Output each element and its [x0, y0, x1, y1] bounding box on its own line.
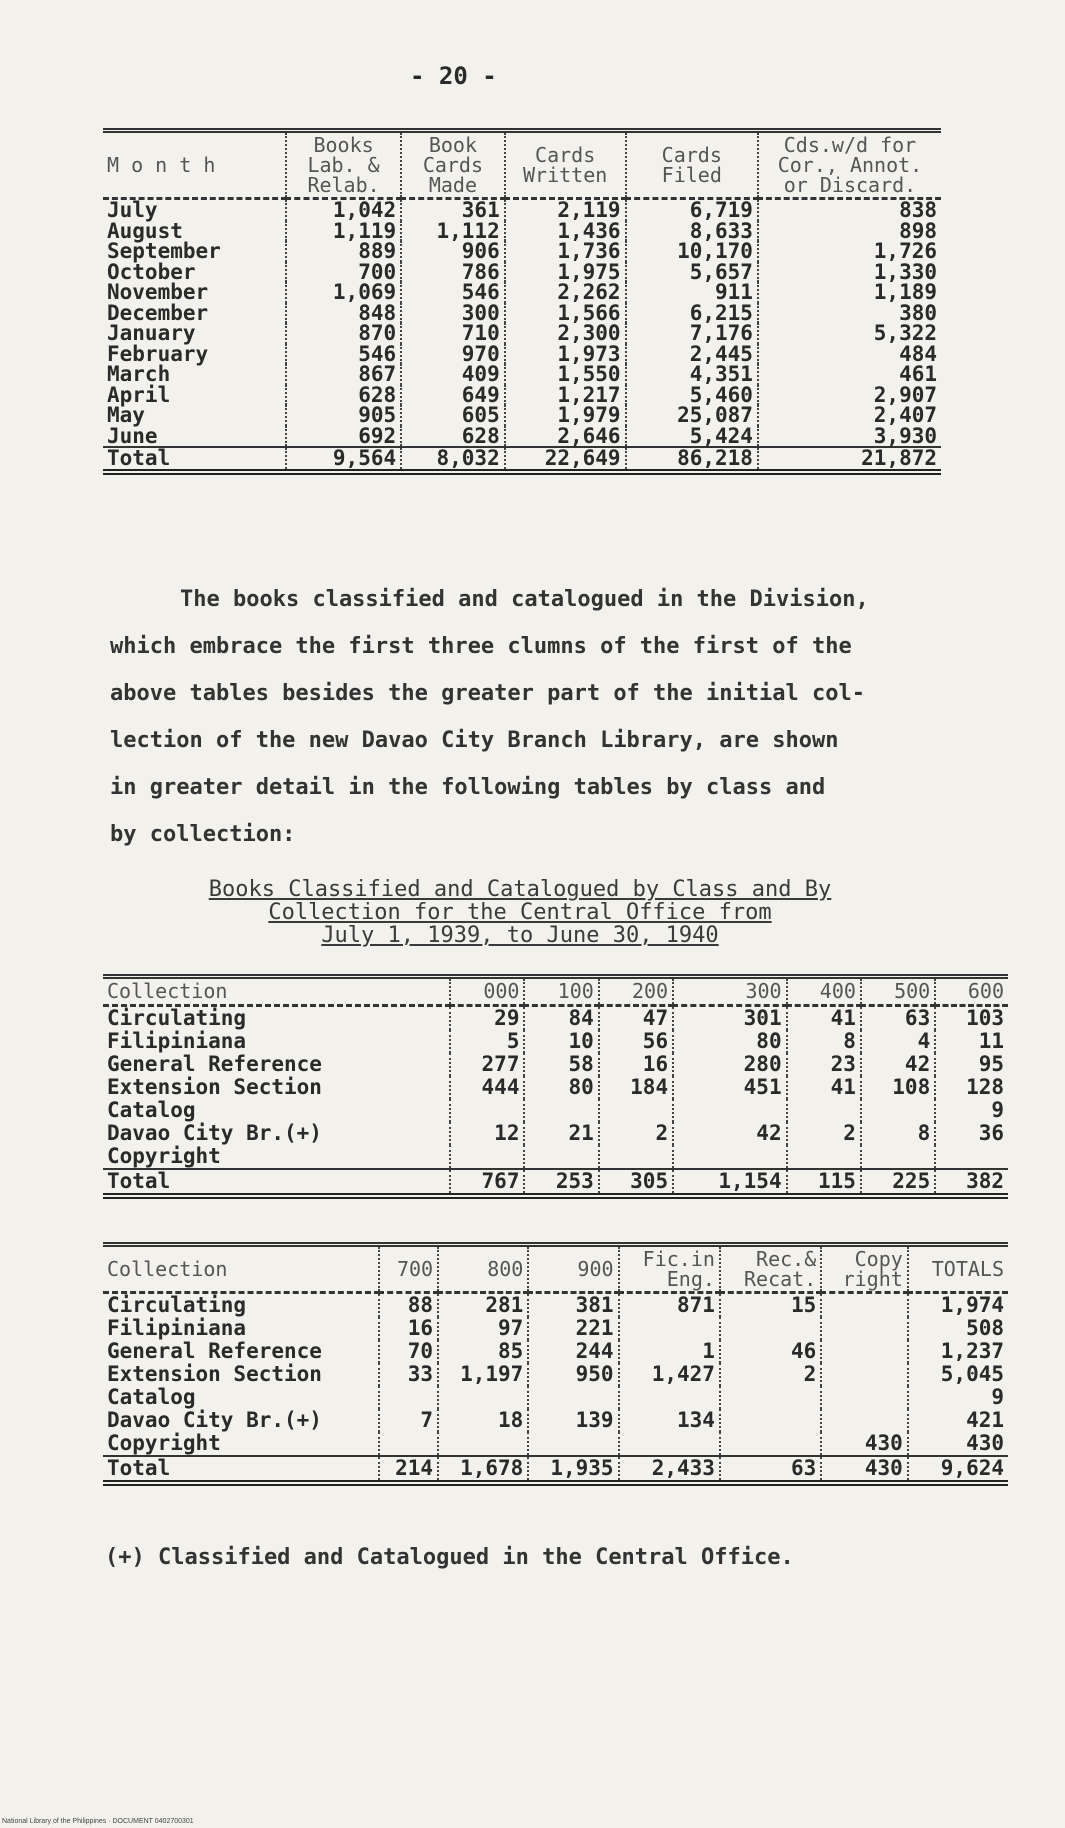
table-cell: 5,460 — [626, 385, 758, 406]
table-cell: 1,975 — [505, 262, 626, 283]
column-header: 300 — [673, 977, 787, 1006]
header-month: M o n t h — [103, 131, 286, 199]
table-cell: 97 — [438, 1317, 528, 1340]
paragraph-line: above tables besides the greater part of the initial col- — [110, 681, 865, 706]
table-cell: 2 — [720, 1363, 821, 1386]
table-cell — [720, 1432, 821, 1456]
table-cell: 5,045 — [940, 1362, 1004, 1386]
table-row — [103, 241, 941, 262]
row-label: Davao City Br.(+) — [103, 1122, 450, 1145]
table-cell: 1,330 — [873, 259, 937, 284]
row-label: June — [103, 426, 286, 448]
table-cell: 7 — [379, 1409, 438, 1432]
table-row — [103, 1340, 1008, 1363]
row-label: November — [103, 282, 286, 303]
table-cell: 9,624 — [908, 1456, 1008, 1483]
table-cell — [619, 1432, 720, 1456]
table-cell: 710 — [401, 323, 505, 344]
table-title — [110, 878, 930, 947]
column-header: 600 — [967, 979, 1004, 1003]
table-cell — [379, 1386, 438, 1409]
table-cell: 63 — [861, 1006, 935, 1031]
column-header: Collection — [103, 977, 450, 1006]
table-cell: 5 — [450, 1030, 524, 1053]
table-cell: 80 — [673, 1030, 787, 1053]
table-title-line: Books Classified and Catalogued by Class and By — [208, 877, 832, 902]
table-row — [103, 426, 941, 448]
header-line: 700 — [396, 1257, 434, 1281]
table-cell: 1,237 — [940, 1339, 1004, 1363]
table-cell: 2,907 — [873, 382, 937, 407]
table-cell: 605 — [401, 405, 505, 426]
table-cell: 1,154 — [673, 1169, 787, 1196]
table-cell: 9,564 — [286, 447, 401, 472]
header-line: Fic.in — [642, 1247, 715, 1271]
header-cards-withdrawn: Cds.w/d for Cor., Annot. or Discard. — [777, 133, 923, 197]
table-cell: 95 — [978, 1052, 1004, 1076]
table-row — [103, 1145, 1008, 1169]
row-label: May — [103, 405, 286, 426]
table-cell — [673, 1145, 787, 1169]
class-table-2 — [103, 1242, 1008, 1486]
header-books-lab-relab: Books Lab. & Relab. — [286, 131, 401, 199]
row-label: Total — [103, 447, 286, 472]
table-row — [103, 282, 941, 303]
table-row — [103, 323, 941, 344]
table-cell: 108 — [861, 1076, 935, 1099]
table-cell — [935, 1145, 1008, 1169]
table-cell: 382 — [935, 1169, 1008, 1196]
table-cell — [438, 1432, 528, 1456]
table-cell: 16 — [599, 1053, 673, 1076]
header-book-cards-made: Book Cards Made — [401, 131, 505, 199]
header-line: right — [842, 1267, 903, 1291]
column-header — [103, 1245, 379, 1293]
header-line: Eng. — [666, 1267, 715, 1291]
table-row — [103, 1122, 1008, 1145]
row-label: Catalog — [103, 1386, 379, 1409]
table-cell: 58 — [524, 1053, 598, 1076]
table-cell: 2,300 — [505, 323, 626, 344]
table-cell: 430 — [966, 1431, 1004, 1455]
table-cell: 2 — [787, 1122, 861, 1145]
table-cell: 12 — [450, 1122, 524, 1145]
header-line: 800 — [487, 1257, 524, 1281]
table-row — [103, 1006, 1008, 1031]
table-cell: 508 — [966, 1316, 1004, 1340]
table-cell: 23 — [787, 1053, 861, 1076]
row-label: Copyright — [103, 1432, 379, 1456]
table-cell — [720, 1409, 821, 1432]
table-cell: 1,197 — [438, 1363, 528, 1386]
table-cell — [821, 1409, 908, 1432]
table-cell: 1,550 — [505, 364, 626, 385]
table-cell — [720, 1386, 821, 1409]
table-cell: 871 — [619, 1293, 720, 1318]
table-cell: 1,427 — [619, 1363, 720, 1386]
table-cell: 63 — [720, 1456, 821, 1483]
header-line: Recat. — [744, 1267, 817, 1291]
table-cell: 1,935 — [528, 1456, 618, 1483]
header-line: 900 — [577, 1257, 614, 1281]
body-paragraph — [110, 576, 990, 858]
paragraph-line: which embrace the first three clumns of the first of the — [110, 634, 852, 659]
table-cell: 305 — [599, 1169, 673, 1196]
table-cell: 21,872 — [758, 447, 941, 472]
table-cell: 1,119 — [286, 221, 401, 242]
table-cell: 4 — [861, 1030, 935, 1053]
table-row — [103, 221, 941, 242]
table-cell: 11 — [978, 1029, 1004, 1053]
table-cell: 301 — [673, 1006, 787, 1031]
row-label: January — [103, 323, 286, 344]
table-row — [103, 1363, 1008, 1386]
table-row — [103, 1099, 1008, 1122]
column-header — [720, 1245, 821, 1293]
table-cell — [524, 1145, 598, 1169]
table-cell: 36 — [978, 1121, 1004, 1145]
row-label: July — [103, 199, 286, 221]
table-cell: 253 — [524, 1169, 598, 1196]
table-cell: 1,973 — [505, 344, 626, 365]
table-cell: 225 — [861, 1169, 935, 1196]
table-cell: 898 — [899, 218, 937, 243]
table-cell: 889 — [286, 241, 401, 262]
row-label: August — [103, 221, 286, 242]
table-cell: 1,112 — [401, 221, 505, 242]
table-cell: 4,351 — [626, 364, 758, 385]
table-cell: 1,436 — [505, 221, 626, 242]
table-cell: 1,566 — [505, 303, 626, 324]
footnote: (+) Classified and Catalogued in the Central Office. — [105, 1545, 794, 1570]
row-label: Filipiniana — [103, 1317, 379, 1340]
table-cell: 184 — [599, 1076, 673, 1099]
table-cell: 848 — [286, 303, 401, 324]
monthly-table — [103, 128, 941, 475]
table-cell: 85 — [438, 1340, 528, 1363]
paragraph-line: The books classified and catalogued in the Division, — [180, 587, 869, 612]
table-cell: 649 — [401, 385, 505, 406]
table-cell: 2,646 — [505, 426, 626, 448]
table-cell: 2,262 — [505, 282, 626, 303]
column-header: 400 — [787, 977, 861, 1006]
table-cell: 281 — [438, 1293, 528, 1318]
table-row — [103, 1076, 1008, 1099]
row-label: Catalog — [103, 1099, 450, 1122]
table-cell: 10 — [524, 1030, 598, 1053]
table-cell: 546 — [286, 344, 401, 365]
table-cell: 33 — [379, 1363, 438, 1386]
table-cell: 8,032 — [401, 447, 505, 472]
table-cell: 25,087 — [626, 405, 758, 426]
table-row — [103, 1317, 1008, 1340]
table-cell: 46 — [720, 1340, 821, 1363]
monthly-table-header — [103, 131, 941, 199]
row-label: Extension Section — [103, 1363, 379, 1386]
table-cell: 47 — [599, 1006, 673, 1031]
row-label: Total — [103, 1456, 379, 1483]
table-cell — [599, 1145, 673, 1169]
table-cell: 6,719 — [626, 199, 758, 221]
column-header: 000 — [450, 977, 524, 1006]
table-row — [103, 385, 941, 406]
table-cell: 870 — [286, 323, 401, 344]
table-cell: 9 — [991, 1385, 1004, 1409]
table-row — [103, 303, 941, 324]
row-label: Circulating — [103, 1293, 379, 1318]
table-cell — [821, 1363, 908, 1386]
row-label: Total — [103, 1169, 450, 1196]
table-row — [103, 262, 941, 283]
table-cell — [861, 1145, 935, 1169]
table-cell — [673, 1099, 787, 1122]
table-cell: 103 — [966, 1006, 1004, 1030]
table-row — [103, 199, 941, 221]
table-cell: 1,042 — [286, 199, 401, 221]
table-cell: 461 — [899, 362, 937, 386]
row-label: General Reference — [103, 1340, 379, 1363]
table-cell: 5,657 — [626, 262, 758, 283]
table-cell: 15 — [720, 1293, 821, 1318]
table-cell: 950 — [528, 1363, 618, 1386]
table-cell: 214 — [379, 1456, 438, 1483]
table-cell — [450, 1145, 524, 1169]
table-cell: 21 — [524, 1122, 598, 1145]
table-cell — [528, 1432, 618, 1456]
table-cell: 484 — [899, 341, 937, 366]
table-cell: 8 — [787, 1030, 861, 1053]
table-cell: 692 — [286, 426, 401, 448]
table-cell — [821, 1386, 908, 1409]
table-cell: 277 — [450, 1053, 524, 1076]
table-cell: 430 — [821, 1432, 908, 1456]
table-cell: 905 — [286, 405, 401, 426]
column-header — [619, 1245, 720, 1293]
header-cards-written: Cards Written — [505, 131, 626, 199]
table-cell: 56 — [599, 1030, 673, 1053]
table-cell: 10,170 — [626, 241, 758, 262]
table-cell: 786 — [401, 262, 505, 283]
table-cell: 361 — [401, 199, 505, 221]
row-label: March — [103, 364, 286, 385]
table-cell: 1,069 — [286, 282, 401, 303]
table-cell: 244 — [528, 1340, 618, 1363]
total-row — [103, 1169, 1008, 1196]
table-row — [103, 1030, 1008, 1053]
table-cell: 134 — [619, 1409, 720, 1432]
row-label: Filipiniana — [103, 1030, 450, 1053]
page-number: - 20 - — [410, 62, 497, 90]
table-title-line: July 1, 1939, to June 30, 1940 — [321, 923, 719, 948]
table-cell: 546 — [401, 282, 505, 303]
table-cell: 906 — [401, 241, 505, 262]
column-header — [379, 1245, 438, 1293]
table-cell: 86,218 — [626, 447, 758, 472]
table-cell: 41 — [787, 1076, 861, 1099]
row-label: February — [103, 344, 286, 365]
column-header: 500 — [861, 977, 935, 1006]
row-label: September — [103, 241, 286, 262]
table-cell: 84 — [524, 1006, 598, 1031]
table-cell: 300 — [401, 303, 505, 324]
table-cell: 115 — [787, 1169, 861, 1196]
column-header — [528, 1245, 618, 1293]
table-row — [103, 1386, 1008, 1409]
table-cell: 700 — [286, 262, 401, 283]
table-cell — [861, 1099, 935, 1122]
table-cell — [720, 1317, 821, 1340]
table-cell — [450, 1099, 524, 1122]
table-cell: 867 — [286, 364, 401, 385]
table-cell: 70 — [379, 1340, 438, 1363]
table-cell: 838 — [899, 198, 937, 222]
row-label: October — [103, 262, 286, 283]
paragraph-line: by collection: — [110, 822, 296, 847]
table-cell: 628 — [286, 385, 401, 406]
table-cell: 80 — [524, 1076, 598, 1099]
table-cell: 2 — [599, 1122, 673, 1145]
table-cell: 1,217 — [505, 385, 626, 406]
row-label: Davao City Br.(+) — [103, 1409, 379, 1432]
table-cell: 2,433 — [619, 1456, 720, 1483]
table-cell — [619, 1317, 720, 1340]
row-label: General Reference — [103, 1053, 450, 1076]
table-cell: 88 — [379, 1293, 438, 1318]
table-cell: 128 — [966, 1075, 1004, 1099]
table-cell: 29 — [450, 1006, 524, 1031]
table-cell: 8,633 — [626, 221, 758, 242]
table-row — [103, 1053, 1008, 1076]
total-row — [103, 447, 941, 472]
table-cell — [528, 1386, 618, 1409]
column-header — [438, 1245, 528, 1293]
table-cell — [619, 1386, 720, 1409]
table-cell: 8 — [861, 1122, 935, 1145]
table-cell: 381 — [528, 1293, 618, 1318]
paragraph-line: in greater detail in the following tables by class and — [110, 775, 826, 800]
table-cell: 41 — [787, 1006, 861, 1031]
table-cell: 5,322 — [873, 321, 937, 345]
table-cell — [787, 1145, 861, 1169]
table-cell: 2,445 — [626, 344, 758, 365]
table-cell: 1,979 — [505, 405, 626, 426]
table-cell: 16 — [379, 1317, 438, 1340]
table-cell: 139 — [528, 1409, 618, 1432]
table-cell: 380 — [899, 300, 937, 325]
paragraph-line: lection of the new Davao City Branch Library, are shown — [110, 728, 839, 753]
table-cell — [821, 1293, 908, 1318]
row-label: Circulating — [103, 1006, 450, 1031]
table-cell: 409 — [401, 364, 505, 385]
table-cell: 3,930 — [873, 423, 937, 448]
table-cell: 430 — [821, 1456, 908, 1483]
table-row — [103, 364, 941, 385]
table-row — [103, 1432, 1008, 1456]
table-cell: 6,215 — [626, 303, 758, 324]
table-cell — [524, 1099, 598, 1122]
table-cell: 628 — [401, 426, 505, 448]
row-label: December — [103, 303, 286, 324]
table-cell: 1 — [619, 1340, 720, 1363]
table-cell: 1,736 — [505, 241, 626, 262]
table-cell: 42 — [861, 1053, 935, 1076]
table-title-line: Collection for the Central Office from — [268, 900, 772, 925]
table-cell: 280 — [673, 1053, 787, 1076]
table-cell: 42 — [673, 1122, 787, 1145]
row-label: Copyright — [103, 1145, 450, 1169]
table-cell: 911 — [626, 282, 758, 303]
table-cell: 1,974 — [940, 1293, 1004, 1317]
table-cell: 1,726 — [873, 239, 937, 263]
table-cell: 18 — [438, 1409, 528, 1432]
table-cell: 1,678 — [438, 1456, 528, 1483]
column-header — [821, 1245, 908, 1293]
table-cell: 970 — [401, 344, 505, 365]
archive-credit: National Library of the Philippines · DOCUMENT 0402700301 — [2, 1818, 194, 1825]
table-cell — [821, 1317, 908, 1340]
table-cell: 221 — [528, 1317, 618, 1340]
table-row — [103, 1293, 1008, 1318]
table-cell: 421 — [966, 1408, 1004, 1432]
header-line: Rec.& — [756, 1247, 817, 1271]
table-cell: 22,649 — [505, 447, 626, 472]
class-table-1 — [103, 974, 1008, 1199]
column-header: 100 — [524, 977, 598, 1006]
table-cell: 767 — [450, 1169, 524, 1196]
table-cell — [379, 1432, 438, 1456]
table-cell — [599, 1099, 673, 1122]
row-label: April — [103, 385, 286, 406]
column-header: 200 — [599, 977, 673, 1006]
table-cell: 2,119 — [505, 199, 626, 221]
table-row — [103, 405, 941, 426]
table-row — [103, 344, 941, 365]
table-cell: 7,176 — [626, 323, 758, 344]
header-line: TOTALS — [931, 1257, 1004, 1281]
header-cards-filed: Cards Filed — [626, 131, 758, 199]
table-cell: 9 — [991, 1098, 1004, 1122]
table-cell: 5,424 — [626, 426, 758, 448]
table-row — [103, 1409, 1008, 1432]
table-cell — [787, 1099, 861, 1122]
table-cell: 2,407 — [873, 403, 937, 427]
class-table-2-header — [103, 1245, 1008, 1293]
column-header — [908, 1245, 1008, 1293]
total-row — [103, 1456, 1008, 1483]
row-label: Extension Section — [103, 1076, 450, 1099]
table-cell — [438, 1386, 528, 1409]
table-cell — [821, 1340, 908, 1363]
table-cell: 1,189 — [873, 280, 937, 304]
table-cell: 451 — [673, 1076, 787, 1099]
header-line: Collection — [107, 1257, 228, 1281]
header-line: Copy — [854, 1247, 903, 1271]
table-cell: 444 — [450, 1076, 524, 1099]
class-table-1-header — [103, 977, 1008, 1006]
